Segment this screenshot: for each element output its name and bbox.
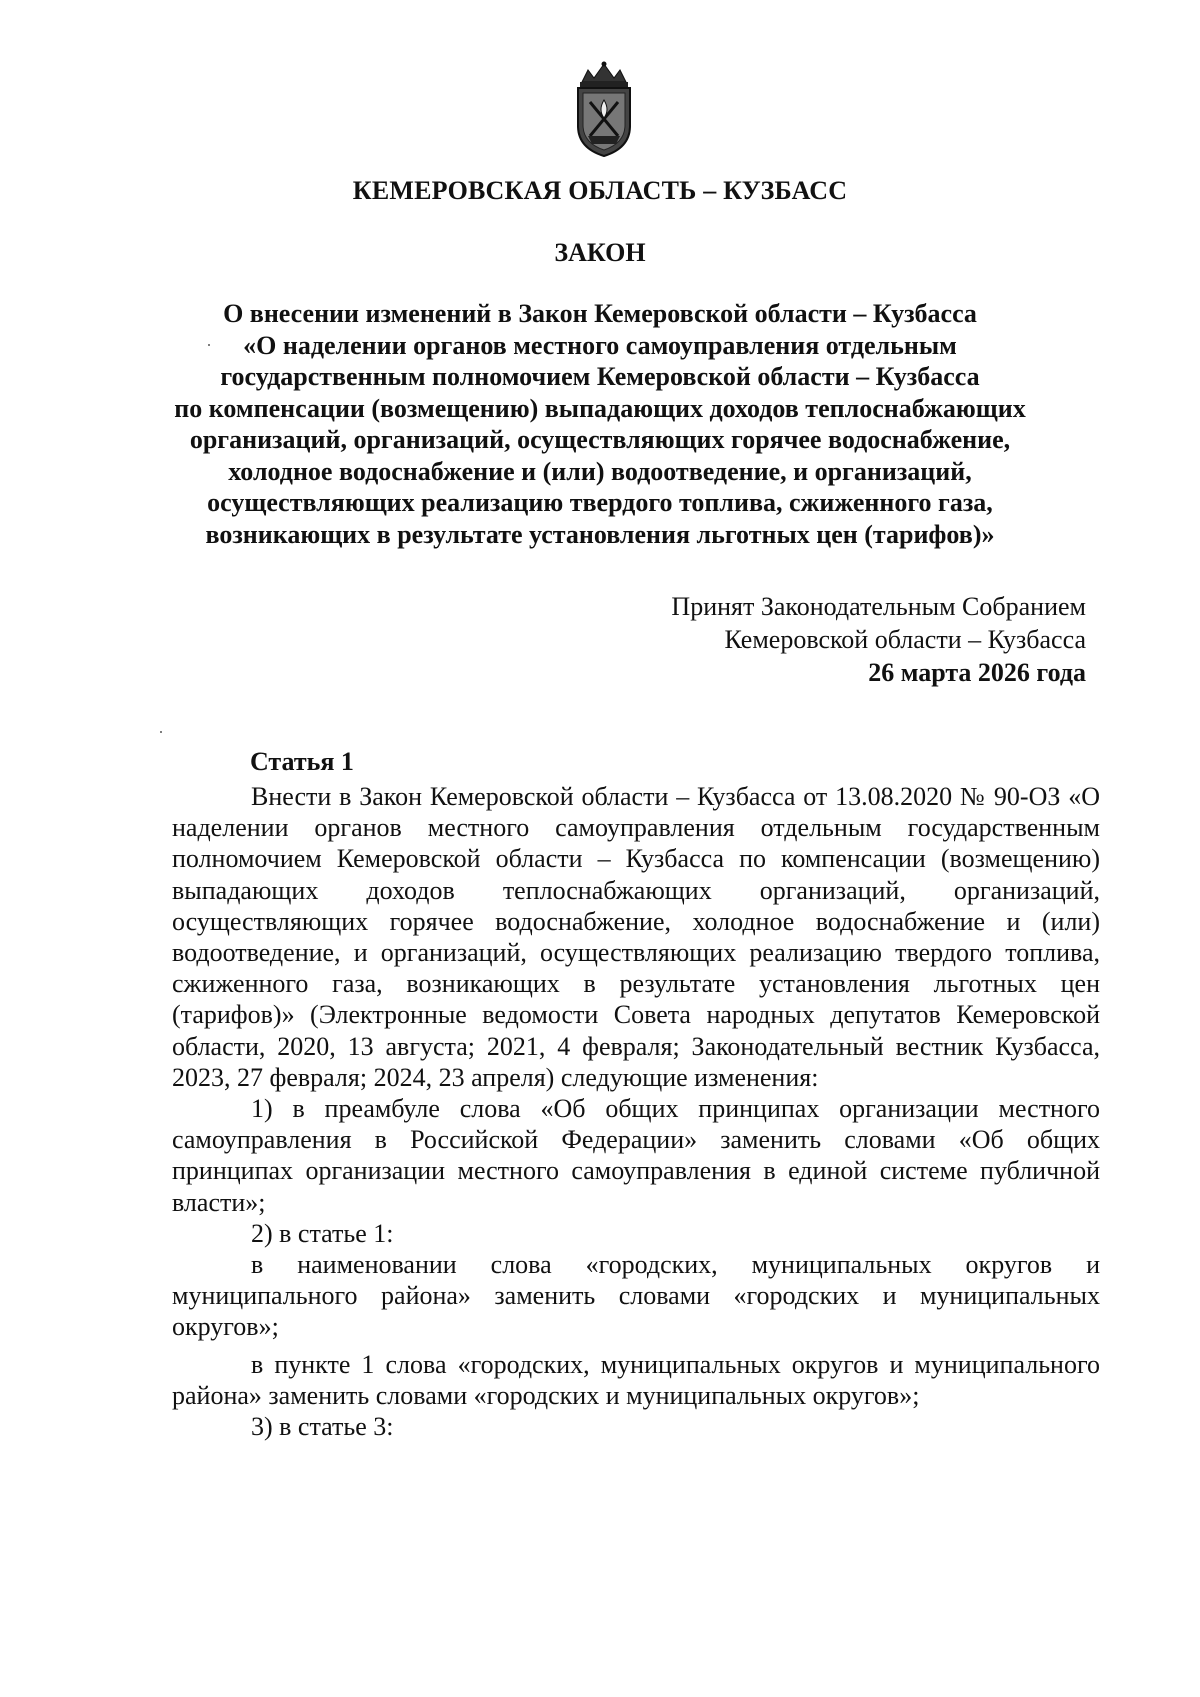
body-paragraph: 1) в преамбуле слова «Об общих принципах организации местного самоуправления в Российской Федерации» заменить словами «Об общих принципах организации местного самоуправления в единой системе публичной власти»; (172, 1094, 1100, 1217)
scan-speck (208, 344, 210, 346)
law-title-line: холодное водоснабжение и (или) водоотведение, и организаций, (228, 456, 972, 486)
law-title-line: О внесении изменений в Закон Кемеровской области – Кузбасса (223, 299, 977, 328)
body-paragraph: в наименовании слова «городских, муниципальных округов и муниципального района» заменить словами «городских и муниципальных округов»; (172, 1250, 1100, 1342)
law-title-line: осуществляющих реализацию твердого топлива, сжиженного газа, (207, 488, 993, 517)
scan-speck (160, 731, 162, 733)
law-title (160, 298, 1040, 550)
article-heading: Статья 1 (250, 747, 354, 776)
region-title: КЕМЕРОВСКАЯ ОБЛАСТЬ – КУЗБАСС (352, 176, 848, 205)
body-paragraph: Внести в Закон Кемеровской области – Кузбасса от 13.08.2020 № 90-ОЗ «О наделении органов местного самоуправления отдельным государственным полномочием Кемеровской области – Кузбасса по компенсации (возмещению) выпадающих доходов теплоснабжающих организаций, организаций, осуществляющих горячее водоснабжение, холодное водоснабжение и (или) водоотведение, и организаций, осуществляющих реализацию твердого топлива, сжиженного газа, возникающих в результате установления льготных цен (тарифов)» (Электронные ведомости Совета народных депутатов Кемеровской области, 2020, 13 августа; 2021, 4 февраля; Законодательный вестник Кузбасса, 2023, 27 февраля; 2024, 23 апреля) следующие изменения: (172, 782, 1100, 1092)
body-paragraph: 2) в статье 1: (251, 1218, 394, 1248)
adoption-date: 26 марта 2026 года (868, 658, 1086, 687)
adoption-line: Кемеровской области – Кузбасса (724, 625, 1086, 654)
adoption-line: Принят Законодательным Собранием (671, 592, 1086, 621)
adoption-block (671, 590, 1086, 689)
law-title-line: по компенсации (возмещению) выпадающих доходов теплоснабжающих (174, 393, 1026, 423)
coat-of-arms-emblem (568, 60, 640, 160)
law-title-line: возникающих в результате установления льготных цен (тарифов)» (205, 519, 995, 549)
body-paragraph: 3) в статье 3: (251, 1412, 394, 1442)
article-body (172, 781, 1100, 1442)
law-title-line: организаций, организаций, осуществляющих горячее водоснабжение, (189, 425, 1011, 454)
law-title-line: «О наделении органов местного самоуправления отдельным (243, 330, 957, 360)
law-title-line: государственным полномочием Кемеровской области – Кузбасса (220, 362, 980, 391)
body-paragraph: в пункте 1 слова «городских, муниципальных округов и муниципального района» заменить словами «городских и муниципальных округов»; (172, 1349, 1100, 1410)
document-type-heading: ЗАКОН (554, 238, 646, 267)
